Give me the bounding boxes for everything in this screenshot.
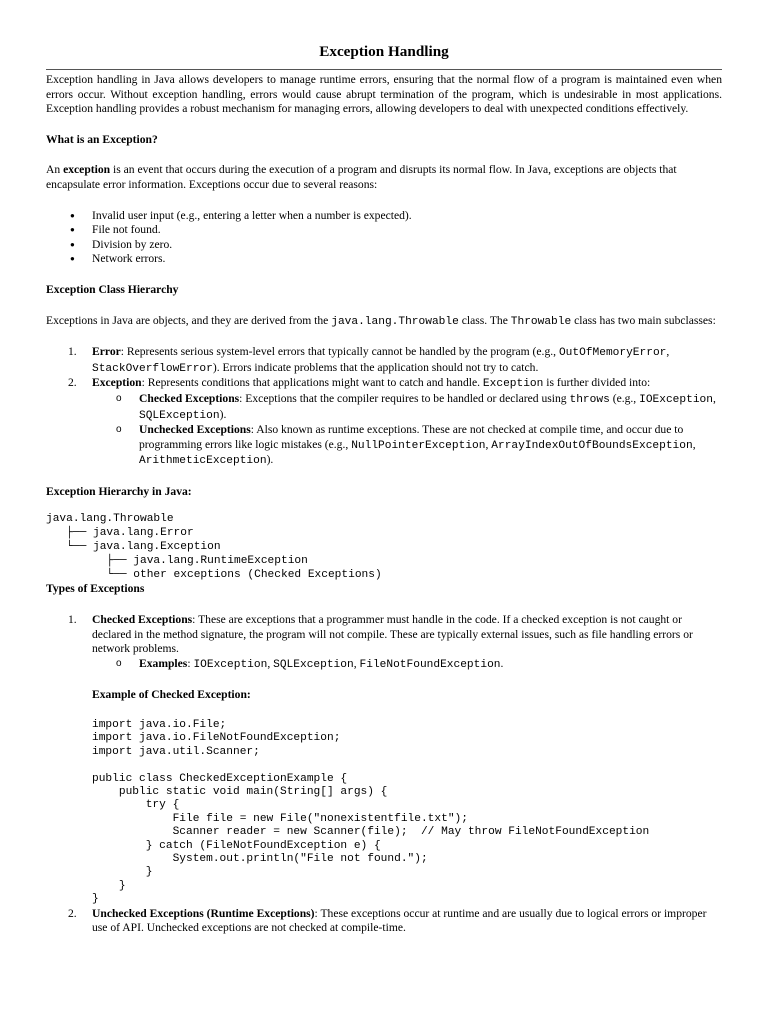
- code-throwable: Throwable: [510, 315, 572, 328]
- exception-term: exception: [63, 163, 111, 177]
- list-number: 1.: [68, 345, 77, 359]
- heading-checked-example: Example of Checked Exception:: [92, 688, 251, 702]
- list-item: ● File not found.: [92, 223, 722, 238]
- types-list: [46, 613, 722, 936]
- checked-example-code: import java.io.File; import java.io.FileNotFoundException; import java.util.Scanner; public class CheckedExceptionExample { public static void main(String[] args) { try { File file = new File("nonexistentfile.txt"); Scanner reader = new Scanner(file); // May throw FileNotFoundException } catch (FileNotFoundException e) { System.out.println("File not found."); } } }: [92, 719, 650, 906]
- examples-sublist: [92, 657, 722, 673]
- list-item-checked: 1. Checked Exceptions: These are exceptions that a programmer must handle in the code. If a checked exception is not caught or declared in the method signature, the program will not compile. These are typically external issues, such as file handling errors or network problems. o Examples: IOException, SQLException, FileNotFoundException. Example of Checked Exception: import java.io.File; import java.io.FileNotFoundException; import java.util.Scanner; public class CheckedExceptionExample { public static void main(String[] args) { try { File file = new File("nonexistentfile.txt"); Scanner reader = new Scanner(file); // May throw FileNotFoundException } catch (FileNotFoundException e) { System.out.println("File not found."); } } }: [92, 613, 722, 907]
- heading-types: Types of Exceptions: [46, 582, 145, 596]
- exception-definition: An exception is an event that occurs during the execution of a program and disrupts its normal flow. In Java, exceptions are objects that encapsulate error information. Exceptions occur due to several reasons:: [46, 163, 677, 191]
- intro-paragraph: Exception handling in Java allows developers to manage runtime errors, ensuring that the normal flow of a program is maintained even when errors occur. Without exception handling, errors would cause abrupt termination of the program, which is undesirable in most applications. Exception handling provides a robust mechanism for managing errors, allowing developers to deal with unexpected conditions effectively.: [46, 73, 722, 116]
- list-number: 2.: [68, 376, 77, 390]
- code-throwable-full: java.lang.Throwable: [331, 315, 459, 328]
- reasons-list: [46, 209, 722, 267]
- heading-class-hierarchy: Exception Class Hierarchy: [46, 282, 179, 296]
- heading-what-is-exception: What is an Exception?: [46, 132, 158, 146]
- list-number: 2.: [68, 906, 77, 920]
- page-title: Exception Handling: [319, 43, 449, 60]
- heading-hierarchy-tree: Exception Hierarchy in Java:: [46, 484, 192, 498]
- sublist-item-examples: o Examples: IOException, SQLException, FileNotFoundException.: [139, 657, 722, 673]
- hierarchy-paragraph: Exceptions in Java are objects, and they are derived from the java.lang.Throwable class. The Throwable class has two main subclasses:: [46, 313, 716, 328]
- sublist-item-checked: o Checked Exceptions: Exceptions that the compiler requires to be handled or declared using throws (e.g., IOException, SQLException).: [139, 392, 722, 423]
- list-item: ● Network errors.: [92, 252, 722, 267]
- list-item-exception: 2. Exception: Represents conditions that applications might want to catch and handle. Exception is further divided into: o Checked Exceptions: Exceptions that the compiler requires to be handled or declared using throws (e.g., IOException, SQLException). o Unchecked Exceptions: Also known as runtime exceptions. These are not checked at compile time, and occur due to programming errors like logic mistakes (e.g., NullPointerException, ArrayIndexOutOfBoundsException, ArithmeticException).: [92, 376, 722, 469]
- title-divider: [46, 69, 722, 70]
- sublist-item-unchecked: o Unchecked Exceptions: Also known as runtime exceptions. These are not checked at compile time, and occur due to programming errors like logic mistakes (e.g., NullPointerException, ArrayIndexOutOfBoundsException, ArithmeticException).: [139, 423, 722, 469]
- exception-sublist: [92, 392, 722, 469]
- list-item: ● Division by zero.: [92, 238, 722, 253]
- list-item: ● Invalid user input (e.g., entering a letter when a number is expected).: [92, 209, 722, 224]
- subclass-list: [46, 345, 722, 469]
- hierarchy-tree-code: java.lang.Throwable ├── java.lang.Error └── java.lang.Exception ├── java.lang.RuntimeException └── other exceptions (Checked Exceptions): [46, 513, 382, 581]
- list-item-error: 1. Error: Represents serious system-level errors that typically cannot be handled by the program (e.g., OutOfMemoryError, StackOverflowError). Errors indicate problems that the application should not try to catch.: [68, 345, 670, 375]
- document-page: [46, 42, 722, 936]
- list-number: 1.: [68, 613, 77, 627]
- list-item-unchecked: 2. Unchecked Exceptions (Runtime Exceptions): These exceptions occur at runtime and are usually due to logical errors or improper use of API. Unchecked exceptions are not checked at compile-time.: [68, 906, 707, 935]
